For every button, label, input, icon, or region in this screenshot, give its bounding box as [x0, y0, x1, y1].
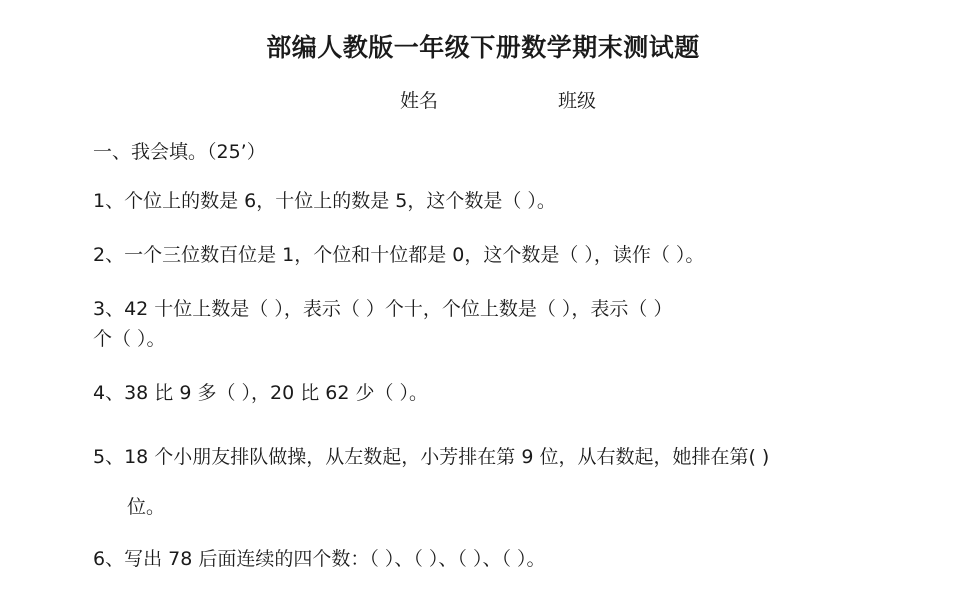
class-label: 班级: [558, 90, 597, 112]
page-title: 部编人教版一年级下册数学期末测试题: [266, 33, 700, 62]
question-2: 2、一个三位数百位是 1，个位和十位都是 0，这个数是（ ），读作（ ）。: [93, 244, 705, 266]
question-1: 1、个位上的数是 6，十位上的数是 5，这个数是（ ）。: [93, 190, 556, 212]
question-5-line-1: 5、18 个小朋友排队做操，从左数起，小芳排在第 9 位，从右数起，她排在第( ): [93, 446, 770, 468]
question-5-line-2: 位。: [127, 496, 166, 518]
question-3-line-1: 3、42 十位上数是（ ），表示（ ）个十，个位上数是（ ），表示（ ）: [93, 298, 673, 320]
section-heading: 一、我会填。（25’）: [93, 141, 266, 163]
question-6: 6、写出 78 后面连续的四个数：（ ）、（ ）、（ ）、（ ）。: [93, 548, 546, 570]
question-3-line-2: 个（ ）。: [93, 328, 166, 350]
name-label: 姓名: [400, 90, 439, 112]
question-4: 4、38 比 9 多（ ），20 比 62 少（ ）。: [93, 382, 429, 404]
